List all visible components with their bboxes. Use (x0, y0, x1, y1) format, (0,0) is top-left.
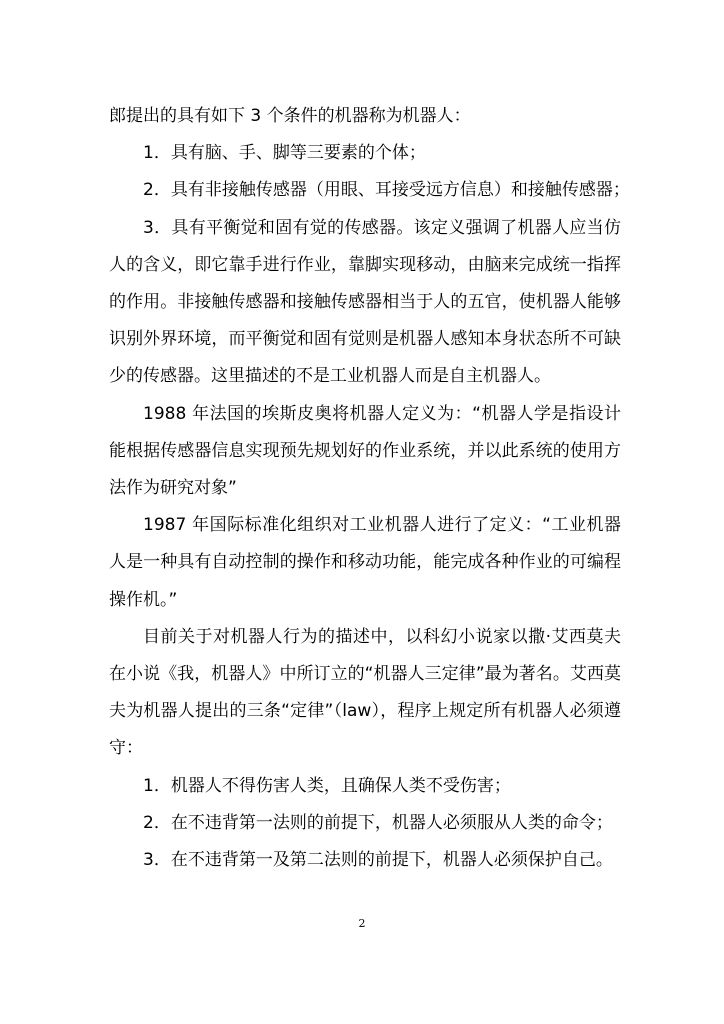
condition-item-2: 2．具有非接触传感器（用眼、耳接受远方信息）和接触传感器； (143, 180, 630, 201)
law-item-1: 1．机器人不得伤害人类，且确保人类不受伤害； (143, 775, 511, 796)
law-item-2: 2．在不违背第一法则的前提下，机器人必须服从人类的命令； (143, 812, 613, 833)
condition-3-paragraph: 3．具有平衡觉和固有觉的传感器。该定义强调了机器人应当仿人的含义，即它靠手进行作业，靠脚实现移动，由脑来完成统一指挥的作用。非接触传感器和接触传感器相当于人的五官，使机器人能够识别外界环境，而平衡觉和固有觉则是机器人感知本身状态所不可缺少的传感器。这里描述的不是工业机器人而是自主机器人。 (109, 217, 621, 387)
definition-1988-paragraph: 1988 年法国的埃斯皮奥将机器人定义为：“机器人学是指设计能根据传感器信息实现预先规划好的作业系统，并以此系统的使用方法作为研究对象” (109, 403, 621, 499)
asimov-paragraph: 目前关于对机器人行为的描述中，以科幻小说家以撒·艾西莫夫在小说《我，机器人》中所订立的“机器人三定律”最为著名。艾西莫夫为机器人提出的三条“定律”（law），程序上规定所有机器人必须遵守： (109, 626, 621, 759)
intro-line: 郎提出的具有如下 3 个条件的机器称为机器人： (109, 106, 471, 126)
definition-1987-paragraph: 1987 年国际标准化组织对工业机器人进行了定义：“工业机器人是一种具有自动控制的操作和移动功能，能完成各种作业的可编程操作机。” (109, 515, 621, 610)
document-body (109, 98, 630, 879)
condition-item-1: 1．具有脑、手、脚等三要素的个体； (143, 143, 426, 164)
law-item-3: 3．在不违背第一及第二法则的前提下，机器人必须保护自己。 (143, 850, 613, 871)
page-number: 2 (358, 917, 366, 930)
